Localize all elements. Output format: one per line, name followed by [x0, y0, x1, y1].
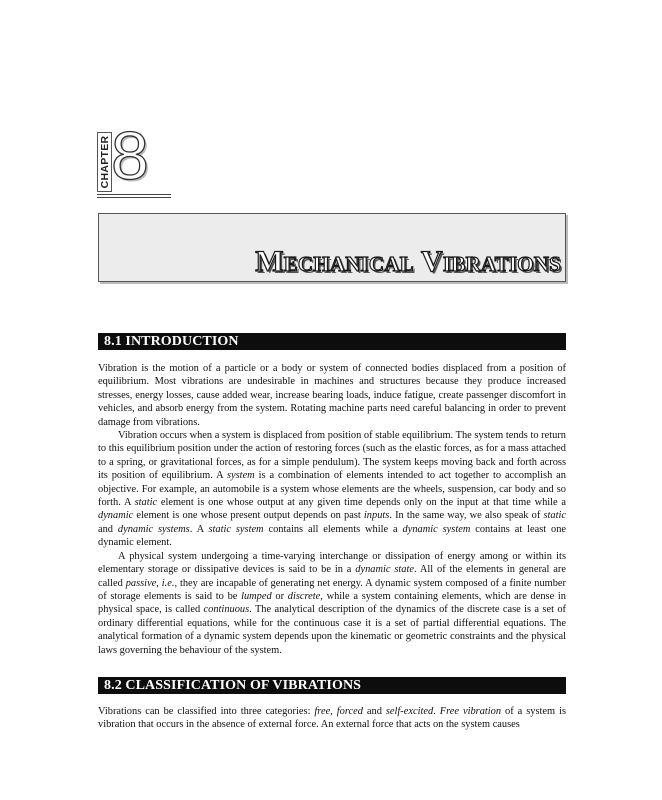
section-body-introduction [98, 362, 566, 657]
italic-run: dynamic [98, 510, 134, 522]
italic-run: dynamic state [355, 564, 414, 576]
text-run: . [433, 706, 440, 717]
text-run: or [271, 590, 288, 602]
italic-run: dynamic systems [117, 523, 190, 535]
text-run: . The analytical description of the dynamics of the discrete case is a set of ordinary differential equations, while for the continuous case it is a set of partial differential equations. The analytical formation of a dynamic system depends upon the kinematic or geometric constraints and the physical laws governing the behaviour of the system. [98, 604, 566, 656]
text-run: , they are incapable of generating net energy. A dynamic system composed of a finite number of storage elements is said to be [98, 577, 566, 602]
chapter-label: CHAPTER [98, 135, 111, 189]
text-run: Vibrations can be classified into three categories: [98, 706, 315, 717]
italic-run: discrete [287, 590, 321, 602]
paragraph [98, 705, 566, 732]
chapter-mark [97, 118, 171, 198]
italic-run: lumped [241, 590, 272, 602]
text-run: contains all elements while a [263, 523, 403, 535]
paragraph [98, 429, 566, 550]
text-run: . A [189, 523, 209, 535]
text-run: of a system is vibration that occurs in the absence of external force. An external force that acts on the system causes [98, 706, 566, 731]
italic-run: passive [125, 577, 157, 589]
text-run: Vibration is the motion of a particle or a body or system of connected bodies displaced from a position of equilibrium. Most vibrations are undesirable in machines and structures because they produce increased stresses, energy losses, cause added wear, increase bearing loads, induce fatigue, create passenger discomfort in vehicles, and absorb energy from the system. Rotating machine parts need careful balancing in order to prevent damage from vibrations. [98, 363, 566, 428]
italic-run: static system [208, 523, 264, 535]
text-run: element is one whose output at any given time depends only on the input at that time while a [157, 497, 566, 509]
chapter-label-box [97, 132, 112, 192]
section-heading-introduction [98, 333, 566, 350]
text-run: . All of the elements in general are called [98, 564, 566, 589]
text-run: element is one whose present output depends on past [133, 510, 364, 522]
text-run: , while a system containing elements, which are dense in physical space, is called [98, 590, 566, 616]
text-run: , [156, 577, 162, 589]
chapter-rule-secondary [97, 197, 171, 198]
paragraph [98, 550, 566, 657]
italic-run: dynamic system [402, 523, 471, 535]
italic-run: inputs [363, 510, 390, 522]
italic-run: static [543, 510, 566, 522]
paragraph [98, 362, 566, 429]
text-run: . In the same way, we also speak of [389, 510, 544, 522]
italic-run: system [226, 470, 255, 482]
section-body-classification [98, 705, 566, 732]
chapter-title-banner [98, 213, 566, 282]
section-heading-classification [98, 677, 566, 694]
italic-run: static [134, 497, 158, 509]
italic-run: continuous [203, 604, 250, 616]
text-run: is a combination of elements intended to act together to accomplish an objective. For example, an automobile is a system whose elements are the wheels, suspension, car body and so forth. A [98, 470, 566, 509]
italic-run: Free vibration [439, 706, 502, 717]
italic-run: i.e. [161, 577, 175, 589]
text-run: and [362, 706, 386, 717]
section-heading-text: 8.1 INTRODUCTION [104, 334, 239, 349]
italic-run: free, forced [314, 706, 363, 717]
chapter-number: 8 [111, 118, 149, 194]
text-run: Vibration occurs when a system is displaced from position of stable equilibrium. The system tends to return to this equilibrium position under the action of restoring forces (such as the elastic forces, as for a mass attached to a spring, or gravitational forces, as for a simple pendulum). The system keeps moving back and forth across its position of equilibrium. A [98, 430, 566, 482]
chapter-title: Mechanical Vibrations [255, 245, 561, 278]
chapter-rule [97, 194, 171, 195]
italic-run: self-excited [385, 706, 434, 717]
section-heading-text: 8.2 CLASSIFICATION OF VIBRATIONS [104, 678, 362, 693]
text-run: contains at least one dynamic element. [98, 523, 567, 549]
text-run: and [98, 523, 118, 535]
text-run: A physical system undergoing a time-varying interchange or dissipation of energy among or within its elementary storage or dissipative devices is said to be in a [98, 550, 566, 576]
